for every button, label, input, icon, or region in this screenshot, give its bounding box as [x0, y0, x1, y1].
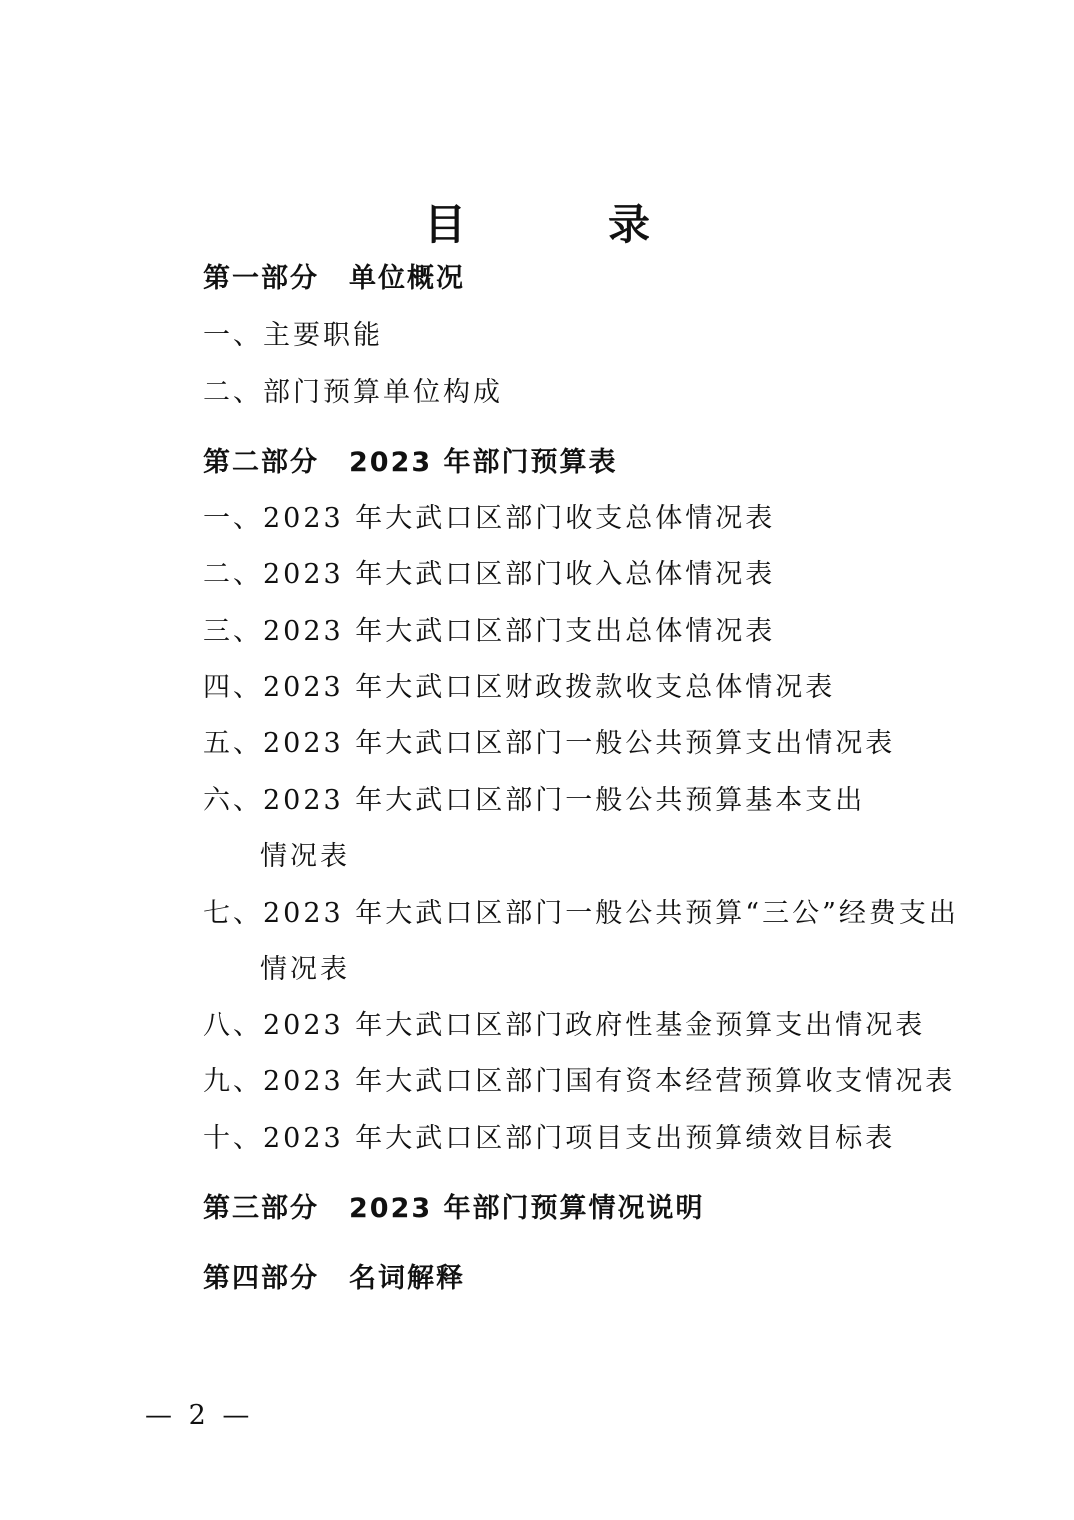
part-3-name: 2023 年部门预算情况说明 — [349, 1193, 705, 1224]
toc-item: 四、2023 年大武口区财政拨款收支总体情况表 — [203, 672, 836, 703]
part-1-prefix: 第一部分 — [203, 263, 319, 294]
part-2-prefix: 第二部分 — [203, 447, 319, 478]
toc-item-continuation: 情况表 — [260, 954, 350, 985]
toc-item: 一、主要职能 — [203, 320, 383, 351]
toc-item-continuation: 情况表 — [260, 841, 350, 872]
part-4-prefix: 第四部分 — [203, 1263, 319, 1294]
part-2-name: 2023 年部门预算表 — [349, 447, 618, 478]
part-1-heading — [203, 256, 465, 295]
toc-item: 六、2023 年大武口区部门一般公共预算基本支出 — [203, 785, 866, 816]
toc-item: 三、2023 年大武口区部门支出总体情况表 — [203, 616, 776, 647]
part-3-prefix: 第三部分 — [203, 1193, 319, 1224]
part-4-heading — [203, 1256, 465, 1295]
part-1-name: 单位概况 — [349, 263, 465, 294]
toc-item: 一、2023 年大武口区部门收支总体情况表 — [203, 503, 776, 534]
toc-item: 八、2023 年大武口区部门政府性基金预算支出情况表 — [203, 1010, 926, 1041]
page-title: 目 录 — [423, 200, 700, 249]
toc-item: 二、部门预算单位构成 — [203, 377, 503, 408]
part-2-heading — [203, 440, 618, 479]
toc-item: 七、2023 年大武口区部门一般公共预算“三公”经费支出 — [203, 898, 959, 929]
toc-item: 五、2023 年大武口区部门一般公共预算支出情况表 — [203, 728, 896, 759]
toc-item: 九、2023 年大武口区部门国有资本经营预算收支情况表 — [203, 1066, 956, 1097]
part-4-name: 名词解释 — [349, 1263, 465, 1294]
page-number: — 2 — — [145, 1400, 254, 1431]
toc-item: 二、2023 年大武口区部门收入总体情况表 — [203, 559, 776, 590]
toc-item: 十、2023 年大武口区部门项目支出预算绩效目标表 — [203, 1123, 896, 1154]
part-3-heading — [203, 1186, 705, 1225]
